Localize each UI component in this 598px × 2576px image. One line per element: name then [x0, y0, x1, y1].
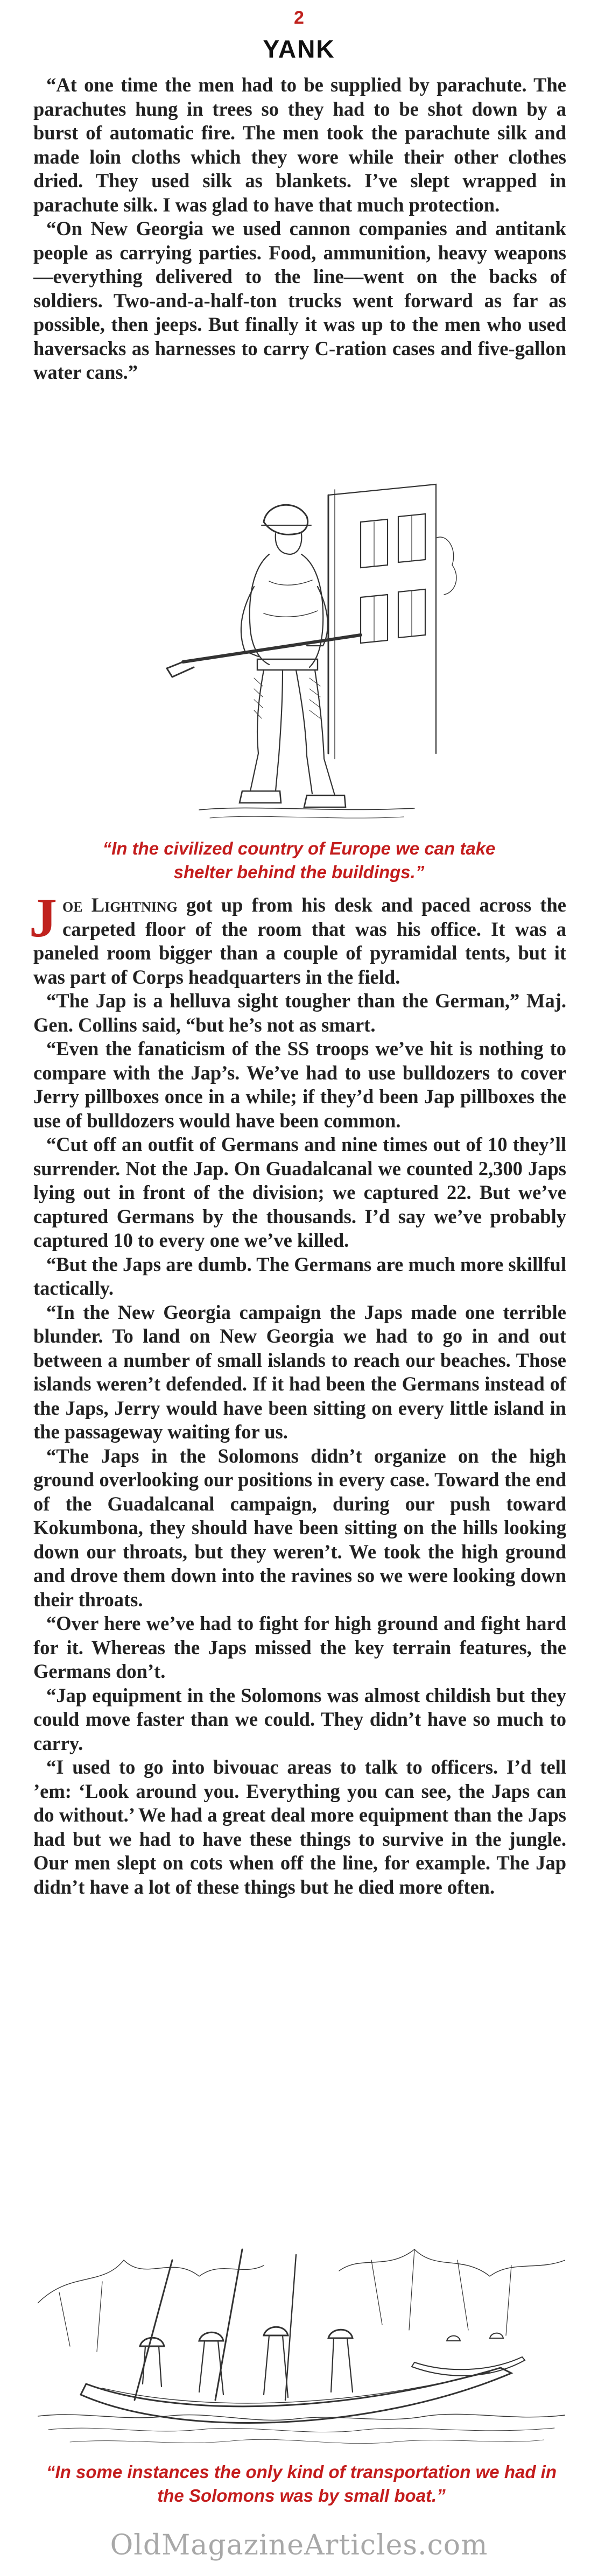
article-text-block	[29, 887, 566, 1899]
soldier-illustration	[135, 474, 463, 829]
article-paragraph-1: “The Jap is a helluva sight tougher than the German,” Maj. Gen. Collins said, “but he’s not as smart.	[33, 990, 566, 1036]
intro-paragraph-1: “At one time the men had to be supplied by parachute. The parachutes hung in trees so they had to be shot down by a burst of automatic fire. The men took the parachute silk and made loin cloths which they wore while their other clothes dried. They used silk as blankets. I’ve slept wrapped in parachute silk. I was glad to have that much protection.	[33, 74, 566, 216]
article-paragraph-5: “In the New Georgia campaign the Japs made one terrible blunder. To land on New Georgia we had to go in and out between a number of small islands to reach our beaches. Those islands weren’t defended. If it had been the Germans instead of the Japs, Jerry would have been sitting on every little island in the passageway waiting for us.	[33, 1301, 566, 1443]
article-paragraph-6: “The Japs in the Solomons didn’t organize on the high ground overlooking our positions in every case. Toward the end of the Guadalcanal campaign, during our push toward Kokumbona, they should have been sitting on the hills looking down our throats, but they weren’t. We took the high ground and drove them down into the ravines so we were looking down their throats.	[33, 1444, 566, 1611]
illustration-1-caption: “In the civilized country of Europe we can take shelter behind the buildings.”	[102, 838, 496, 882]
article-paragraph-8: “Jap equipment in the Solomons was almost childish but they could move faster than we could. They didn’t have so much to carry.	[33, 1684, 566, 1754]
intro-text-block	[33, 73, 566, 385]
article-lead-paragraph	[29, 887, 566, 989]
illustration-2-caption: “In some instances the only kind of transportation we had in the Solomons was by small boat.”	[46, 2462, 557, 2506]
article-paragraph-2: “Even the fanaticism of the SS troops we’ve hit is nothing to compare with the Jap’s. We’ve had to use bulldozers to cover Jerry pillboxes once in a while; if they’d been Jap pillboxes the use of bulldozers would have been common.	[33, 1038, 566, 1132]
intro-paragraph-2: “On New Georgia we used cannon companies and antitank people as carrying parties. Food, ammunition, heavy weapons—everything delivered to the line—went on the backs of soldiers. Two-and-a-half-ton trucks went forward as far as possible, then jeeps. But finally it was up to the men who used haversacks as harnesses to carry C-ration cases and five-gallon water cans.”	[33, 217, 566, 383]
dropcap: J	[29, 887, 57, 949]
magazine-masthead: YANK	[263, 35, 335, 63]
article-paragraph-9: “I used to go into bivouac areas to talk to officers. I’d tell ’em: ‘Look around you. Everything you can see, the Japs can do without.’ We had a great deal more equipment than the Japs had but we had to have these things to survive in the jungle. Our men slept on cots when off the line, for example. The Jap didn’t have a lot of these things but he died more often.	[33, 1756, 566, 1898]
article-paragraph-7: “Over here we’ve had to fight for high ground and fight hard for it. Whereas the Japs missed the key terrain features, the Germans don’t.	[33, 1612, 566, 1682]
lead-rest: got up from his desk and paced across the carpeted floor of the room that was his office. It was a paneled room bigger than a couple of pyramidal tents, but it was part of Corps headquarters in the field.	[33, 894, 566, 988]
article-paragraph-3: “Cut off an outfit of Germans and nine times out of 10 they’ll surrender. Not the Jap. On Guadalcanal we counted 2,300 Japs lying out in front of the division; we captured 22. But we’ve captured Germans by the thousands. I’d say we’ve probably captured 10 to every one we’ve killed.	[33, 1133, 566, 1251]
page-number: 2	[294, 8, 304, 28]
lead-smallcaps: oe Lightning	[62, 894, 178, 916]
article-paragraph-4: “But the Japs are dumb. The Germans are much more skillful tactically.	[33, 1253, 566, 1299]
site-watermark: OldMagazineArticles.com	[110, 2529, 488, 2561]
boat-sketch-icon	[38, 2239, 565, 2448]
soldier-sketch-icon	[135, 474, 463, 829]
boat-illustration	[38, 2239, 565, 2448]
